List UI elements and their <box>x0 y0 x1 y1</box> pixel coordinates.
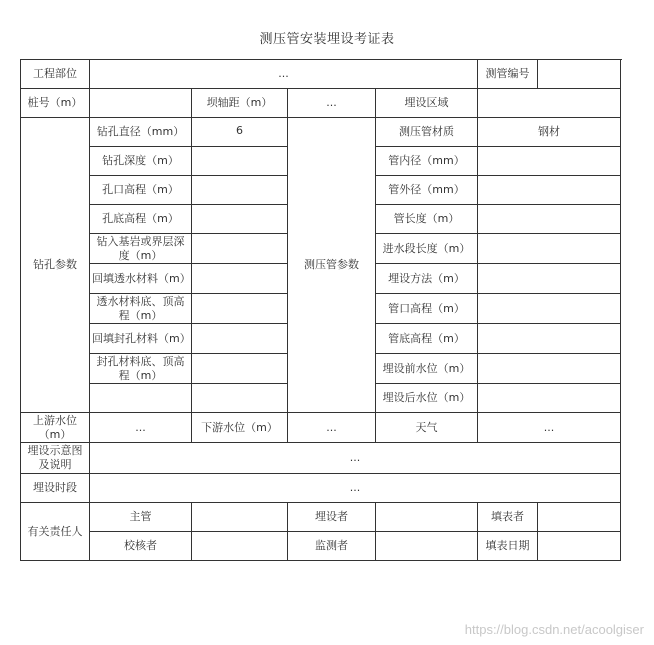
piezometer-params-label: 测压管参数 <box>288 118 376 413</box>
dam-axis-distance-value[interactable]: ... <box>288 89 376 118</box>
intake-length-label: 进水段长度（m） <box>376 234 478 264</box>
pipe-number-label: 测管编号 <box>478 60 538 89</box>
monitor-label: 监测者 <box>288 532 376 561</box>
diagram-label: 埋设示意图及说明 <box>21 443 90 474</box>
empty-drill-label <box>90 384 192 413</box>
form-filler-label: 填表者 <box>478 503 538 532</box>
checker-value[interactable] <box>192 532 288 561</box>
upstream-water-value[interactable]: ... <box>90 413 192 443</box>
sealing-elevation-value[interactable] <box>192 354 288 384</box>
pipe-length-value[interactable] <box>478 205 621 234</box>
downstream-water-label: 下游水位（m） <box>192 413 288 443</box>
bedrock-depth-value[interactable] <box>192 234 288 264</box>
inner-diameter-value[interactable] <box>478 147 621 176</box>
upstream-water-label: 上游水位（m） <box>21 413 90 443</box>
post-burial-water-label: 埋设后水位（m） <box>376 384 478 413</box>
pipe-bottom-elevation-label: 管底高程（m） <box>376 324 478 354</box>
pre-burial-water-label: 埋设前水位（m） <box>376 354 478 384</box>
fill-date-value[interactable] <box>538 532 621 561</box>
installer-value[interactable] <box>376 503 478 532</box>
checker-label: 校核者 <box>90 532 192 561</box>
supervisor-label: 主管 <box>90 503 192 532</box>
monitor-value[interactable] <box>376 532 478 561</box>
burial-area-value[interactable] <box>478 89 621 118</box>
supervisor-value[interactable] <box>192 503 288 532</box>
pipe-top-elevation-value[interactable] <box>478 294 621 324</box>
project-part-value[interactable]: ... <box>90 60 478 89</box>
drill-depth-value[interactable] <box>192 147 288 176</box>
downstream-water-value[interactable]: ... <box>288 413 376 443</box>
backfill-sealing-label: 回填封孔材料（m） <box>90 324 192 354</box>
burial-method-value[interactable] <box>478 264 621 294</box>
station-label: 桩号（m） <box>21 89 90 118</box>
burial-period-value[interactable]: ... <box>90 474 621 503</box>
drill-diameter-label: 钻孔直径（mm） <box>90 118 192 147</box>
form-filler-value[interactable] <box>538 503 621 532</box>
page-title: 测压管安装埋设考证表 <box>259 32 395 47</box>
post-burial-water-value[interactable] <box>478 384 621 413</box>
backfill-permeable-value[interactable] <box>192 264 288 294</box>
hole-bottom-elevation-value[interactable] <box>192 205 288 234</box>
pipe-material-label: 测压管材质 <box>376 118 478 147</box>
permeable-elevation-value[interactable] <box>192 294 288 324</box>
diagram-value[interactable]: ... <box>90 443 621 474</box>
pipe-length-label: 管长度（m） <box>376 205 478 234</box>
burial-method-label: 埋设方法（m） <box>376 264 478 294</box>
orifice-elevation-label: 孔口高程（m） <box>90 176 192 205</box>
weather-label: 天气 <box>376 413 478 443</box>
burial-area-label: 埋设区域 <box>376 89 478 118</box>
pipe-bottom-elevation-value[interactable] <box>478 324 621 354</box>
orifice-elevation-value[interactable] <box>192 176 288 205</box>
intake-length-value[interactable] <box>478 234 621 264</box>
drill-params-label: 钻孔参数 <box>21 118 90 413</box>
installer-label: 埋设者 <box>288 503 376 532</box>
record-table <box>20 59 621 561</box>
weather-value[interactable]: ... <box>478 413 621 443</box>
dam-axis-distance-label: 坝轴距（m） <box>192 89 288 118</box>
backfill-permeable-label: 回填透水材料（m） <box>90 264 192 294</box>
station-value[interactable] <box>90 89 192 118</box>
empty-drill-value[interactable] <box>192 384 288 413</box>
permeable-elevation-label: 透水材料底、顶高程（m） <box>90 294 192 324</box>
bedrock-depth-label: 钻入基岩或界层深度（m） <box>90 234 192 264</box>
pipe-top-elevation-label: 管口高程（m） <box>376 294 478 324</box>
outer-diameter-label: 管外径（mm） <box>376 176 478 205</box>
sealing-elevation-label: 封孔材料底、顶高程（m） <box>90 354 192 384</box>
outer-diameter-value[interactable] <box>478 176 621 205</box>
drill-diameter-value[interactable]: 6 <box>192 118 288 147</box>
inner-diameter-label: 管内径（mm） <box>376 147 478 176</box>
pipe-material-value[interactable]: 钢材 <box>478 118 621 147</box>
drill-depth-label: 钻孔深度（m） <box>90 147 192 176</box>
responsible-persons-label: 有关责任人 <box>21 503 90 561</box>
fill-date-label: 填表日期 <box>478 532 538 561</box>
watermark: https://blog.csdn.net/acoolgiser <box>464 622 644 637</box>
burial-period-label: 埋设时段 <box>21 474 90 503</box>
backfill-sealing-value[interactable] <box>192 324 288 354</box>
project-part-label: 工程部位 <box>21 60 90 89</box>
pipe-number-value[interactable] <box>538 60 621 89</box>
pre-burial-water-value[interactable] <box>478 354 621 384</box>
hole-bottom-elevation-label: 孔底高程（m） <box>90 205 192 234</box>
